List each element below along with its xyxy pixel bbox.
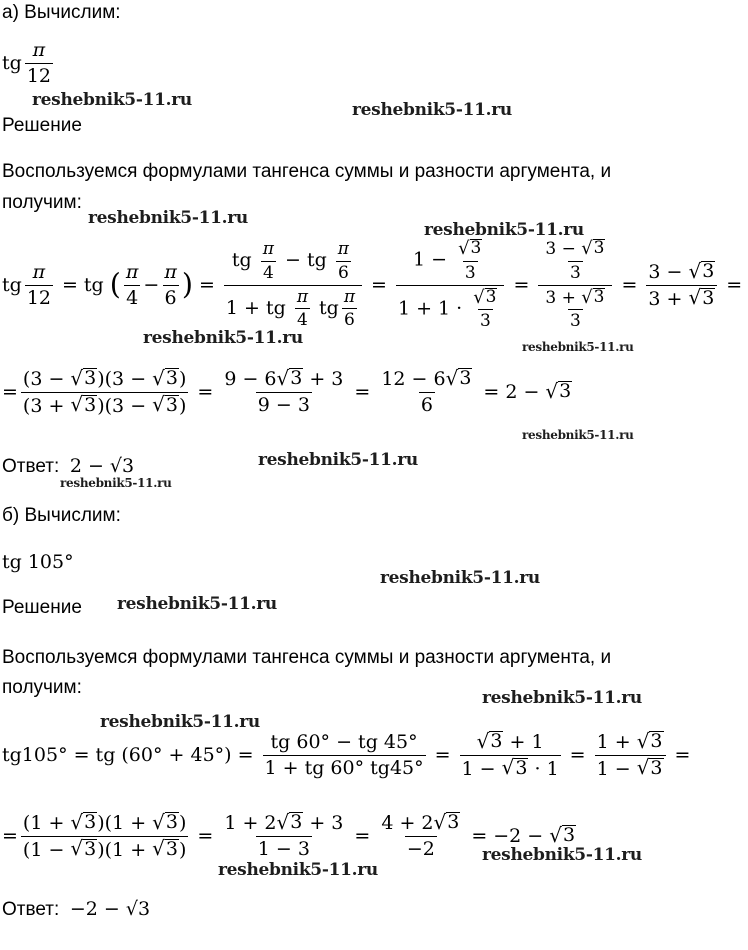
watermark: reshebnik5-11.ru (143, 328, 303, 348)
part-a-expression: tg $\frac{\pi}{12}$ (2, 39, 51, 87)
part-b-intro-line2: получим: (2, 677, 82, 698)
part-a-header: а) Вычислим: (2, 2, 121, 23)
watermark: reshebnik5-11.ru (482, 688, 642, 708)
part-a-equation-line2: = (3 − √ 3 )(3 − √ 3 ) (3 + √ 3 )(3 − √ 3 ) = 9 − 6 √ 3 + 3 9 − 3 = 12 − 6 √ 3 6 = 2 − √ 3 (2, 365, 572, 417)
watermark: reshebnik5-11.ru (117, 594, 277, 614)
part-b-equation-line1: tg105° = tg (60° + 45°) = $\frac{tg 60^\circ - tg 45^\circ}{1 + tg 60^\circ tg45^\circ}$ = √ 3 + 1 1 − √ 3 · 1 = 1 + √ 3 1 − √ 3 = (2, 728, 691, 780)
answer-label: Ответ: (2, 899, 60, 920)
part-a-solution-label: Решение (2, 115, 82, 136)
watermark: reshebnik5-11.ru (60, 476, 172, 490)
watermark: reshebnik5-11.ru (482, 845, 642, 865)
watermark: reshebnik5-11.ru (100, 712, 260, 732)
watermark: reshebnik5-11.ru (380, 568, 540, 588)
part-b-answer (2, 898, 150, 922)
answer-value: 2 − √3 (69, 455, 135, 477)
answer-label: Ответ: (2, 456, 60, 477)
answer-value: −2 − √3 (69, 898, 151, 920)
watermark: reshebnik5-11.ru (522, 340, 634, 354)
watermark: reshebnik5-11.ru (522, 428, 634, 442)
part-b-expression: tg 105° (2, 551, 74, 573)
watermark: reshebnik5-11.ru (88, 208, 248, 228)
part-a-intro-line2: получим: (2, 192, 82, 213)
part-b-solution-label: Решение (2, 597, 82, 618)
watermark: reshebnik5-11.ru (352, 100, 512, 120)
watermark: reshebnik5-11.ru (258, 450, 418, 470)
part-a-intro-line1: Воспользуемся формулами тангенса суммы и разности аргумента, и (2, 161, 612, 182)
part-b-equation-line2: = (1 + √ 3 )(1 + √ 3 ) (1 − √ 3 )(1 + √ 3 ) = 1 + 2 √ 3 + 3 1 − 3 = 4 + 2 √ 3 −2 = −2 − √ 3 (2, 809, 576, 861)
watermark: reshebnik5-11.ru (424, 220, 584, 240)
part-b-header: б) Вычислим: (2, 505, 121, 526)
watermark: reshebnik5-11.ru (218, 860, 378, 880)
watermark: reshebnik5-11.ru (32, 90, 192, 110)
part-b-intro-line1: Воспользуемся формулами тангенса суммы и разности аргумента, и (2, 647, 612, 668)
part-a-equation-line1: tg $\frac{\pi}{12}$ = tg ( $\frac{\pi}{4}$ − $\frac{\pi}{6}$ ) = tg $\frac{\pi}{4}$ − tg $\frac{\pi}{6}$ 1 + tg $\frac{\pi}{4}$ tg $\frac{\pi}{6}$ = 1 − √ 3 3 1 + 1 · √ 3 3 = 3 − √ 3 3 3 + √ 3 3 = 3 − √ 3 3 + √ 3 = (2, 238, 743, 332)
